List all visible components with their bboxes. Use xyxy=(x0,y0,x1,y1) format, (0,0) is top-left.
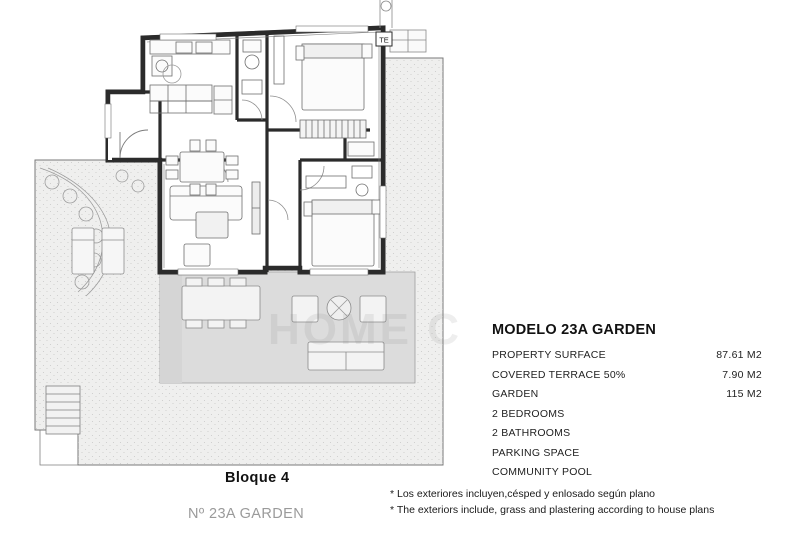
block-label: Bloque 4 xyxy=(225,470,290,486)
spec-label: PARKING SPACE xyxy=(492,446,580,459)
spec-row-covered-terrace xyxy=(492,369,762,381)
svg-text:TE: TE xyxy=(379,35,389,45)
spec-value: 7.90 M2 xyxy=(722,368,762,381)
watermark: C xyxy=(427,305,462,354)
model-title: MODELO 23A GARDEN xyxy=(492,322,656,338)
terrace-marker xyxy=(376,32,392,46)
spec-label: COVERED TERRACE 50% xyxy=(492,368,626,381)
spec-row-bedrooms xyxy=(492,408,762,420)
plan-name-label: Nº 23A GARDEN xyxy=(188,506,305,522)
footnote-english: * The exteriors include, grass and plastering according to house plans xyxy=(390,503,715,516)
exterior-stairs xyxy=(40,386,80,465)
spec-label: COMMUNITY POOL xyxy=(492,466,593,478)
footnote-spanish: * Los exteriores incluyen,césped y enlosado según plano xyxy=(390,488,656,500)
spec-row-parking xyxy=(492,447,762,459)
specification-panel xyxy=(492,322,762,486)
spec-row-garden xyxy=(492,388,762,400)
spec-row-community-pool xyxy=(492,466,762,478)
outdoor-lounge xyxy=(292,296,386,322)
spec-label: 2 BEDROOMS xyxy=(492,407,565,420)
spec-row-property-surface xyxy=(492,349,762,361)
spec-value: 87.61 M2 xyxy=(716,349,762,361)
spec-label: GARDEN xyxy=(492,388,539,400)
spec-label: 2 BATHROOMS xyxy=(492,427,571,439)
outdoor-sofa xyxy=(308,342,384,370)
footnotes xyxy=(390,487,714,518)
spec-value: 115 M2 xyxy=(726,388,762,400)
spec-label: PROPERTY SURFACE xyxy=(492,349,606,361)
hall-storage xyxy=(300,120,366,138)
spec-row-bathrooms xyxy=(492,427,762,439)
